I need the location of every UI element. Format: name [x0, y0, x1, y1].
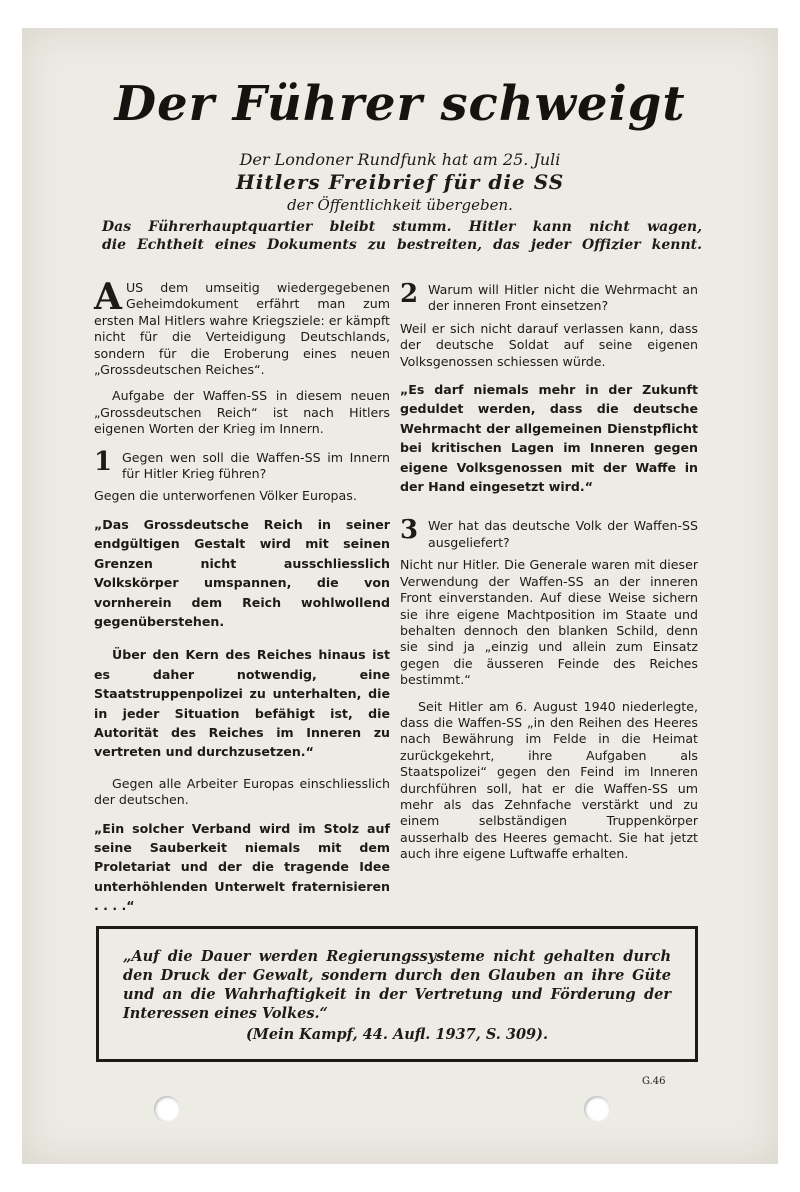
question-3: [400, 516, 698, 551]
answer-2: Gegen alle Arbeiter Europas einschliesslich der deutschen.: [94, 775, 390, 808]
opening-paragraph-text: US dem umseitig wiedergegebenen Geheimdokument erfährt man zum ersten Mal Hitlers wahre Kriegsziele: er kämpft nicht für die Verteidigung Deutschlands, sondern für die Eroberung eines neuen „Grossdeutschen Reiches“.: [94, 280, 390, 378]
question-1-text: Gegen wen soll die Waffen-SS im Innern für Hitler Krieg führen?: [122, 449, 390, 482]
question-2-text: Warum will Hitler nicht die Wehrmacht an der inneren Front einsetzen?: [428, 282, 698, 314]
question-2: [400, 280, 698, 315]
intro-line-2: die Echtheit eines Dokuments zu bestreiten, das jeder Offizier kennt.: [102, 237, 702, 253]
leaflet-sheet: [22, 28, 778, 1164]
intro-line-1: Das Führerhauptquartier bleibt stumm. Hitler kann nicht wagen,: [102, 219, 702, 235]
intro-paragraph: [102, 218, 702, 254]
august-1940-paragraph: Seit Hitler am 6. August 1940 niederlegte, dass die Waffen-SS „in den Reihen des Heeres nach Bewährung im Felde in die Heimat zurückgekehrt, ihre Aufgaben als Staatspolizei“ gegen den Feind im Inneren durchführen soll, hat er die Waffen-SS um mehr als das Zehnfache verstärkt und zu einem selbständigen Truppenkörper ausserhalb des Heeres gemacht. Sie hat jetzt auch ihre eigene Luftwaffe erhalten.: [400, 698, 698, 862]
question-1-number: 1: [94, 446, 113, 477]
answer-question-2: Weil er sich nicht darauf verlassen kann, dass der deutsche Soldat auf seine eigenen Volksgenossen schiessen würde.: [400, 320, 698, 369]
headline: Der Führer schweigt: [114, 76, 686, 132]
mein-kampf-quote-box: [96, 926, 698, 1062]
punch-hole-left: [154, 1096, 180, 1122]
waffen-ss-task-paragraph: Aufgabe der Waffen-SS in diesem neuen „Grossdeutschen Reich“ ist nach Hitlers eigenen Worten der Krieg im Innern.: [94, 388, 390, 437]
quote-grossdeutsches-reich: „Das Grossdeutsche Reich in seiner endgültigen Gestalt wird mit seinen Grenzen nicht ausschliesslich Volkskörper umspannen, die von vornherein dem Reich wohlwollend gegenüberstehen.: [94, 516, 390, 629]
drop-cap: A: [94, 276, 122, 318]
document-code: G.46: [642, 1076, 666, 1087]
subhead-line-2: Hitlers Freibrief für die SS: [235, 170, 565, 194]
answer-1: Gegen die unterworfenen Völker Europas.: [94, 488, 357, 504]
answer-question-3: Nicht nur Hitler. Die Generale waren mit dieser Verwendung der Waffen-SS an der inneren Front einverstanden. Auf diese Weise sichern sie ihre eigene Machtposition im Staate und behalten dennoch den blanken Schild, denn sie sind ja „einzig und allein zum Einsatz gegen die äusseren Feinde des Reiches bestimmt.“: [400, 557, 698, 688]
mein-kampf-source: (Mein Kampf, 44. Aufl. 1937, S. 309).: [245, 1026, 549, 1043]
punch-hole-right: [584, 1096, 610, 1122]
quote-sauberkeit: „Ein solcher Verband wird im Stolz auf seine Sauberkeit niemals mit dem Proletariat und der die tragende Idee unterhöhlenden Unterwelt fraternisieren . . . .“: [94, 820, 390, 914]
right-column: [400, 280, 698, 873]
left-column: [94, 276, 390, 930]
question-3-number: 3: [400, 515, 419, 546]
question-2-number: 2: [400, 279, 419, 309]
question-3-text: Wer hat das deutsche Volk der Waffen-SS ausgeliefert?: [428, 518, 698, 550]
subhead-line-3: der Öffentlichkeit übergeben.: [287, 196, 513, 214]
subhead-line-1: Der Londoner Rundfunk hat am 25. Juli: [239, 150, 561, 169]
quote-staatstruppenpolizei: Über den Kern des Reiches hinaus ist es daher notwendig, eine Staatstruppenpolizei zu unterhalten, die in jeder Situation befähigt ist, die Autorität des Reiches im Inneren zu vertreten und durchzusetzen.“: [94, 647, 390, 760]
opening-paragraph: [94, 276, 390, 378]
question-1: [94, 448, 390, 483]
mein-kampf-quote: „Auf die Dauer werden Regierungssysteme nicht gehalten durch den Druck der Gewalt, sondern durch den Glauben an ihre Güte und an die Wahrhaftigkeit in der Vertretung und Förderung der Interessen eines Volkes.“: [123, 948, 671, 1022]
quote-wehrmacht: „Es darf niemals mehr in der Zukunft geduldet werden, dass die deutsche Wehrmacht der allgemeinen Dienstpflicht bei kritischen Lagen im Inneren gegen eigene Volksgenossen mit der Waffe in der Hand eingesetzt wird.“: [400, 382, 698, 495]
